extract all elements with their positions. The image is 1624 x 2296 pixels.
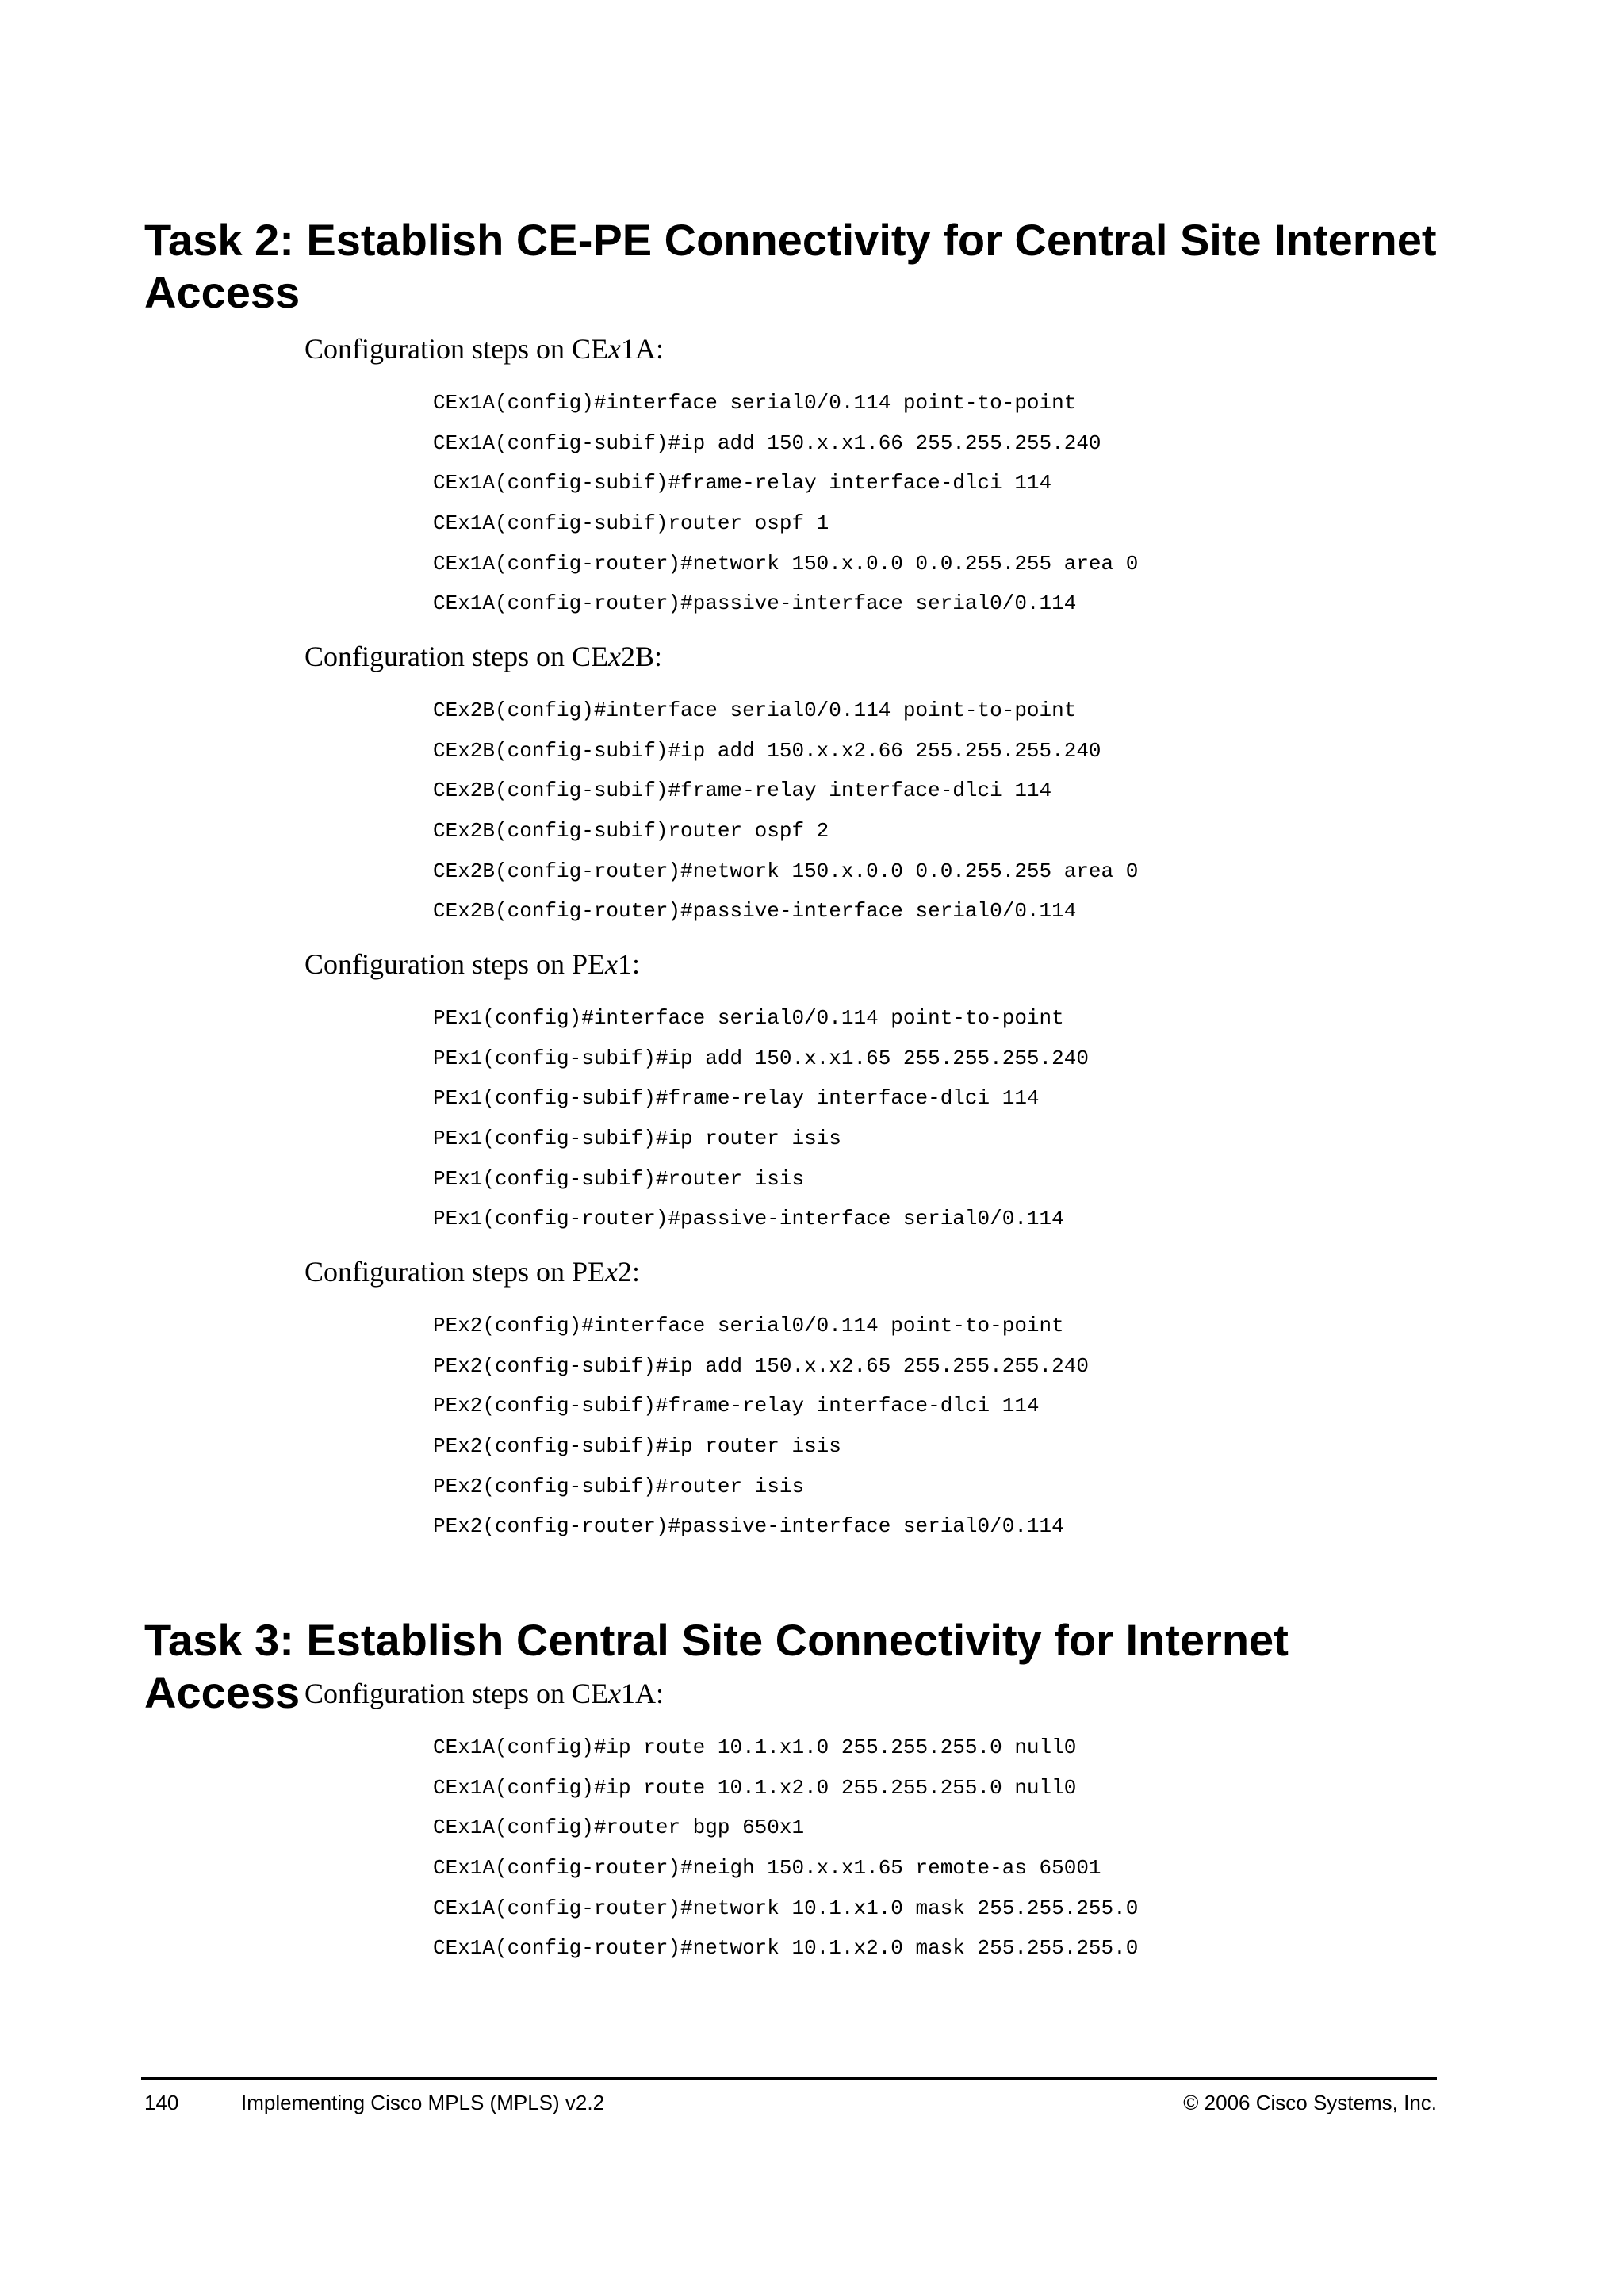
code-line: CEx2B(config-subif)router ospf 2 [433,819,829,844]
step-label-cex1a [304,331,664,366]
code-line: CEx1A(config-subif)router ospf 1 [433,511,829,536]
label-suffix: 1: [617,948,640,980]
code-line: PEx1(config)#interface serial0/0.114 point-to-point [433,1006,1064,1030]
code-block-pex2 [433,1314,1089,1555]
code-line: PEx1(config-router)#passive-interface serial0/0.114 [433,1207,1064,1231]
label-variable: x [607,1678,621,1709]
footer-page-number: 140 [144,2091,179,2114]
label-prefix: Configuration steps on PE [304,948,605,980]
code-block-cex2b [433,698,1138,939]
task3-heading: Task 3: Establish Central Site Connectivity for Internet Access [144,1615,1289,1717]
label-variable: x [604,948,618,980]
footer-book-title: Implementing Cisco MPLS (MPLS) v2.2 [241,2091,605,2114]
code-line: CEx2B(config-router)#passive-interface serial0/0.114 [433,899,1077,924]
label-variable: x [604,1256,618,1288]
code-line: PEx2(config-subif)#frame-relay interface-dlci 114 [433,1394,1040,1418]
code-block-task3-cex1a [433,1735,1138,1976]
code-block-pex1 [433,1006,1089,1247]
code-block-cex1a [433,391,1138,632]
code-line: PEx1(config-subif)#ip add 150.x.x1.65 255.255.255.240 [433,1046,1089,1070]
code-line: CEx1A(config-router)#network 150.x.0.0 0.0.255.255 area 0 [433,551,1139,576]
label-variable: x [607,641,621,672]
footer-divider [141,2077,1437,2080]
label-suffix: 2B: [620,641,662,672]
label-suffix: 2: [617,1256,640,1288]
step-label-cex2b [304,639,662,674]
code-line: PEx2(config-subif)#ip add 150.x.x2.65 255.255.255.240 [433,1353,1089,1378]
code-line: CEx1A(config-subif)#ip add 150.x.x1.66 255.255.255.240 [433,430,1101,455]
code-line: CEx1A(config)#interface serial0/0.114 point-to-point [433,391,1077,415]
label-prefix: Configuration steps on CE [304,641,608,672]
label-suffix: 1A: [620,1678,664,1709]
step-label-pex2 [304,1254,640,1289]
code-line: PEx1(config-subif)#frame-relay interface-dlci 114 [433,1086,1040,1111]
code-line: CEx2B(config-subif)#frame-relay interface-dlci 114 [433,779,1052,803]
label-prefix: Configuration steps on CE [304,333,608,365]
code-line: CEx1A(config)#ip route 10.1.x2.0 255.255.255.0 null0 [433,1775,1077,1800]
label-prefix: Configuration steps on CE [304,1678,608,1709]
label-suffix: 1A: [620,333,664,365]
code-line: CEx1A(config-router)#network 10.1.x2.0 mask 255.255.255.0 [433,1936,1139,1961]
code-line: CEx1A(config-router)#neigh 150.x.x1.65 remote-as 65001 [433,1856,1101,1881]
code-line: CEx2B(config)#interface serial0/0.114 point-to-point [433,698,1077,722]
code-line: CEx2B(config-subif)#ip add 150.x.x2.66 255.255.255.240 [433,738,1101,763]
code-line: CEx1A(config-router)#network 10.1.x1.0 mask 255.255.255.0 [433,1896,1139,1920]
code-line: CEx1A(config)#ip route 10.1.x1.0 255.255.255.0 null0 [433,1735,1077,1759]
code-line: PEx1(config-subif)#ip router isis [433,1127,841,1151]
code-line: PEx2(config-subif)#router isis [433,1474,805,1498]
task2-heading: Task 2: Establish CE-PE Connectivity for Central Site Internet Access [144,215,1437,317]
label-prefix: Configuration steps on PE [304,1256,605,1288]
code-line: CEx1A(config-subif)#frame-relay interface-dlci 114 [433,471,1052,496]
code-line: PEx2(config)#interface serial0/0.114 point-to-point [433,1314,1064,1337]
step-label-pex1 [304,947,640,982]
code-line: PEx2(config-subif)#ip router isis [433,1434,841,1459]
code-line: CEx2B(config-router)#network 150.x.0.0 0.0.255.255 area 0 [433,859,1139,883]
footer-copyright: © 2006 Cisco Systems, Inc. [1183,2091,1437,2114]
code-line: CEx1A(config-router)#passive-interface serial0/0.114 [433,591,1077,616]
code-line: PEx2(config-router)#passive-interface serial0/0.114 [433,1514,1064,1539]
code-line: PEx1(config-subif)#router isis [433,1166,805,1191]
label-variable: x [607,333,621,365]
code-line: CEx1A(config)#router bgp 650x1 [433,1816,805,1840]
step-label-task3-cex1a [304,1676,664,1711]
